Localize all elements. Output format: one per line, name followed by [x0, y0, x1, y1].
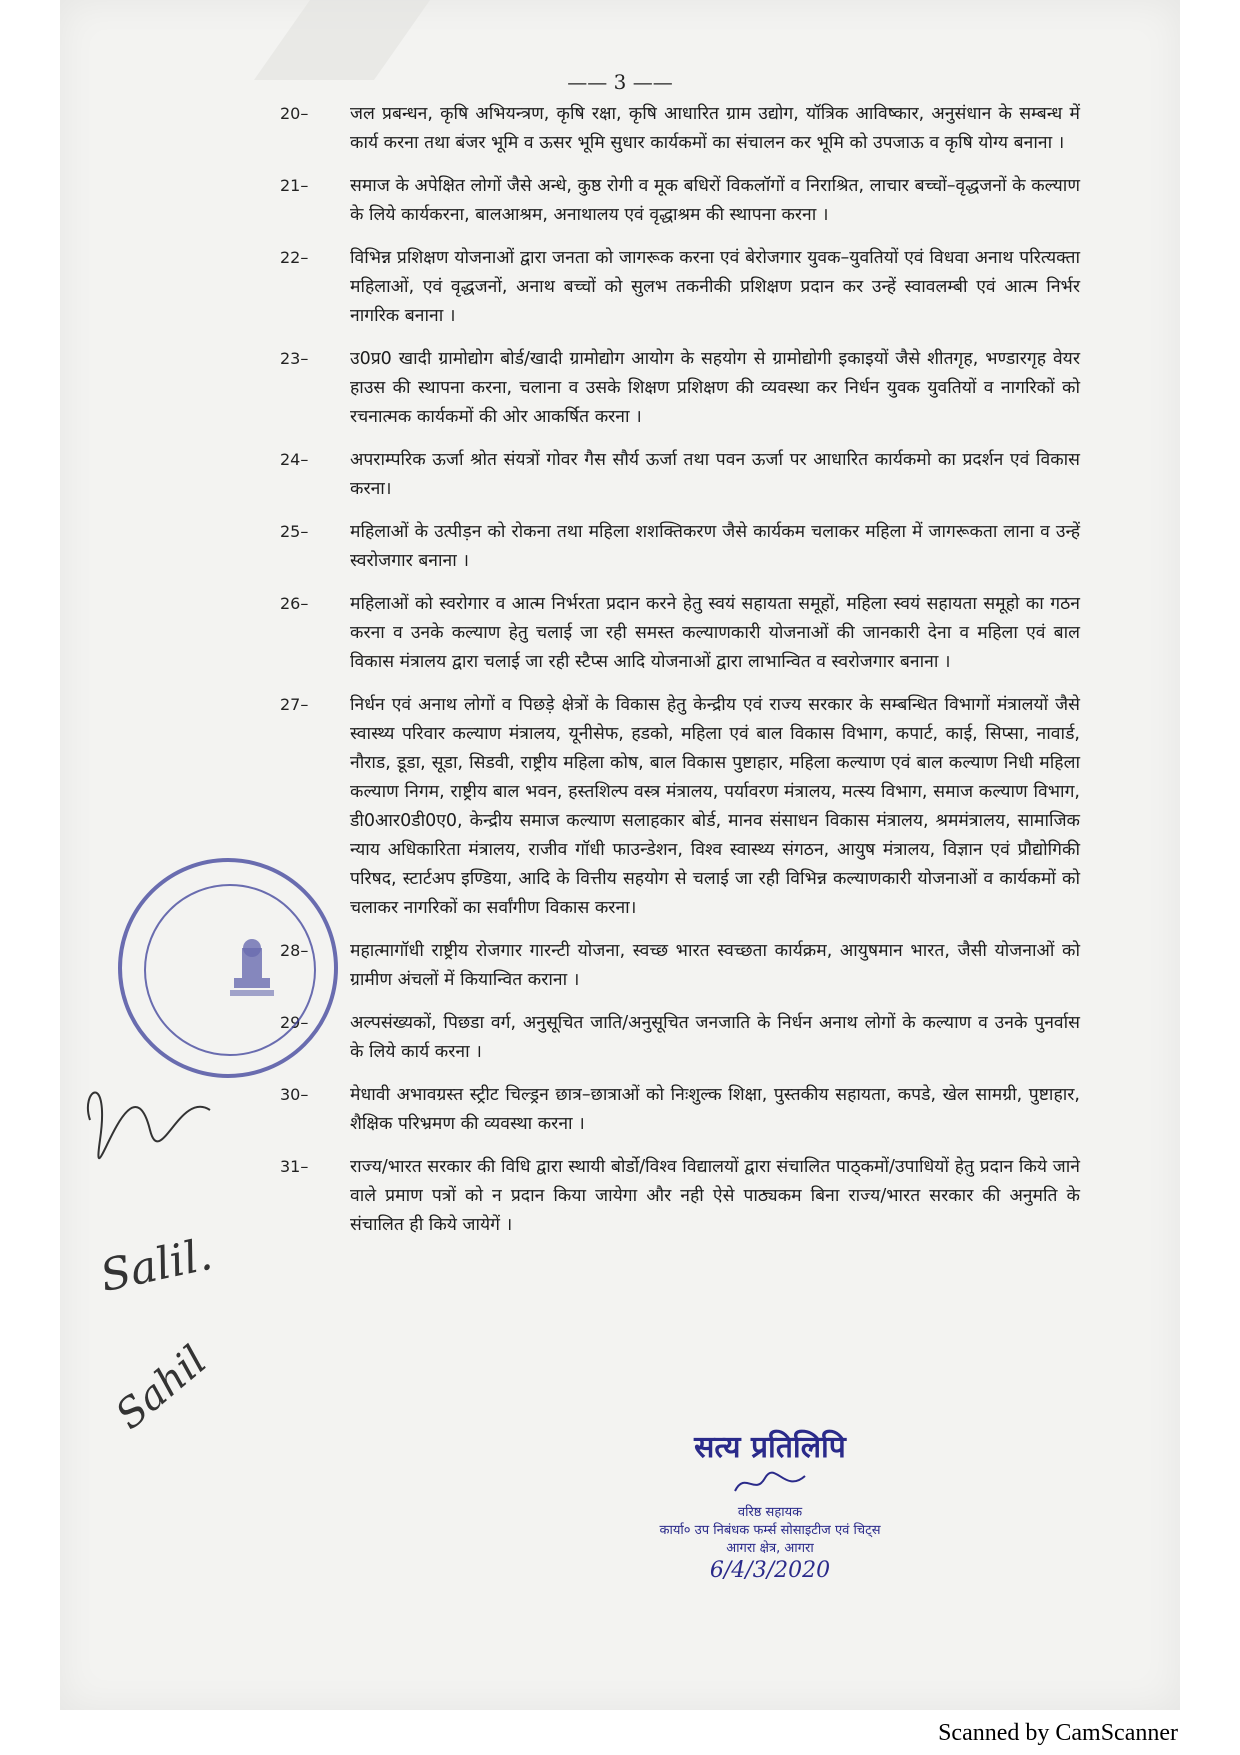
clause-number: 27– [280, 695, 309, 714]
clause-text: समाज के अपेक्षित लोगों जैसे अन्धे, कुष्ठ रोगी व मूक बधिरों विकलॉगों व निराश्रित, लाचार बच्चों–वृद्धजनों के कल्याण के लिये कार्यकरना, बालआश्रम, अनाथालय एवं वृद्धाश्रम की स्थापना करना । [350, 176, 1080, 225]
clause-number: 23– [280, 349, 309, 368]
clause-number: 20– [280, 104, 309, 123]
clause-text: निर्धन एवं अनाथ लोगों व पिछड़े क्षेत्रों के विकास हेतु केन्द्रीय एवं राज्य सरकार के सम्बन्धित विभागों मंत्रालयों जैसे स्वास्थ्य परिवार कल्याण मंत्रालय, यूनीसेफ, हडको, महिला एवं बाल विकास विभाग, कपार्ट, काई, सिप्सा, नावार्ड, नौराड, डूडा, सूडा, सिडवी, राष्ट्रीय महिला कोष, बाल विकास पुष्टाहार, महिला कल्याण एवं बाल कल्याण निधी महिला कल्याण निगम, राष्ट्रीय बाल भवन, हस्तशिल्प वस्त्र मंत्रालय, पर्यावरण मंत्रालय, मत्स्य विभाग, समाज कल्याण विभाग, डी0आर0डी0ए0, केन्द्रीय समाज कल्याण सलाहकार बोर्ड, मानव संसाधन विकास मंत्रालय, श्रममंत्रालय, सामाजिक न्याय अधिकारिता मंत्रालय, राजीव गॉधी फाउन्डेशन, विश्व स्वास्थ्य संगठन, आयुष मंत्रालय, विज्ञान एवं प्रौद्योगिकी परिषद, स्टार्टअप इण्डिया, आदि के वित्तीय सहयोग से चलाई जा रही विभिन्न कल्याणकारी योजनाओं व कार्यकमों को चलाकर नागरिकों का सर्वांगीण विकास करना। [350, 695, 1080, 918]
attestation-block [580, 1425, 960, 1583]
clause-item [280, 1153, 1080, 1240]
clause-item [280, 446, 1080, 504]
clause-item [280, 691, 1080, 923]
clause-text: जल प्रबन्धन, कृषि अभियन्त्रण, कृषि रक्षा, कृषि आधारित ग्राम उद्योग, यॉत्रिक आविष्कार, अनुसंधान के सम्बन्ध में कार्य करना तथा बंजर भूमि व ऊसर भूमि सुधार कार्यकमों का संचालन कर भूमि को उपजाऊ व कृषि योग्य बनाना । [350, 104, 1080, 153]
national-emblem-icon [212, 938, 292, 1008]
clause-number: 24– [280, 450, 309, 469]
signature-scribble [70, 1030, 220, 1170]
clause-text: महात्मागॉधी राष्ट्रीय रोजगार गारन्टी योजना, स्वच्छ भारत स्वच्छता कार्यक्रम, आयुषमान भारत, जैसी योजनाओं को ग्रामीण अंचलों में कियान्वित कराना । [350, 941, 1080, 990]
clause-text: उ0प्र0 खादी ग्रामोद्योग बोर्ड/खादी ग्रामोद्योग आयोग के सहयोग से ग्रामोद्योगी इकाइयों जैसे शीतगृह, भण्डारगृह वेयर हाउस की स्थापना करना, चलाना व उसके शिक्षण प्रशिक्षण की व्यवस्था कर निर्धन युवक युवतियों व नागरिकों को रचनात्मक कार्यकमों की ओर आकर्षित करना । [350, 349, 1080, 427]
clause-item [280, 172, 1080, 230]
clause-text: अल्पसंख्यकों, पिछडा वर्ग, अनुसूचित जाति/अनुसूचित जनजाति के निर्धन अनाथ लोगों के कल्याण व उनके पुनर्वास के लिये कार्य करना । [350, 1013, 1080, 1062]
clause-item [280, 518, 1080, 576]
clause-number: 29– [280, 1013, 309, 1032]
clause-number: 28– [280, 941, 309, 960]
page-number: —— 3 —— [567, 70, 673, 94]
clause-text: महिलाओं को स्वरोगार व आत्म निर्भरता प्रदान करने हेतु स्वयं सहायता समूहों, महिला स्वयं सहायता समूहो का गठन करना व उनके कल्याण हेतु चलाई जा रही समस्त कल्याणकारी योजनाओं की जानकारी देना व महिला एवं बाल विकास मंत्रालय द्वारा चलाई जा रही स्टैप्स आदि योजनाओं द्वारा लाभान्वित व स्वरोजगार बनाना । [350, 594, 1080, 672]
clause-text: मेधावी अभावग्रस्त स्ट्रीट चिल्ड्रन छात्र–छात्राओं को निःशुल्क शिक्षा, पुस्तकीय सहायता, कपडे, खेल सामग्री, पुष्टाहार, शैक्षिक परिभ्रमण की व्यवस्था करना । [350, 1085, 1080, 1134]
clause-number: 26– [280, 594, 309, 613]
clause-item [280, 1081, 1080, 1139]
scanner-watermark: Scanned by CamScanner [938, 1720, 1178, 1746]
clause-number: 21– [280, 176, 309, 195]
clause-number: 31– [280, 1157, 309, 1176]
clause-item [280, 244, 1080, 331]
signature: Sahil [107, 1337, 216, 1439]
clause-list [280, 100, 1080, 1254]
clause-text: महिलाओं के उत्पीड़न को रोकना तथा महिला शशक्तिकरण जैसे कार्यकम चलाकर महिला में जागरूकता लाना व उन्हें स्वरोजगार बनाना । [350, 522, 1080, 571]
clause-text: अपराम्परिक ऊर्जा श्रोत संयत्रों गोवर गैस सौर्य ऊर्जा तथा पवन ऊर्जा पर आधारित कार्यकमो का प्रदर्शन एवं विकास करना। [350, 450, 1080, 499]
clause-item [280, 1009, 1080, 1067]
clause-item [280, 937, 1080, 995]
clause-item [280, 345, 1080, 432]
attestation-date: 6/4/3/2020 [709, 1558, 831, 1583]
clause-item [280, 100, 1080, 158]
attestation-region: आगरा क्षेत्र, आगरा [726, 1541, 814, 1556]
clause-number: 30– [280, 1085, 309, 1104]
clause-number: 25– [280, 522, 309, 541]
attestation-signature [730, 1466, 810, 1500]
clause-text: विभिन्न प्रशिक्षण योजनाओं द्वारा जनता को जागरूक करना एवं बेरोजगार युवक–युवतियों एवं विधवा अनाथ परित्यक्ता महिलाओं, एवं वृद्धजनों, अनाथ बच्चों को सुलभ तकनीकी प्रशिक्षण प्रदान कर उन्हें स्वावलम्बी एवं आत्म निर्भर नागरिक बनाना । [350, 248, 1080, 326]
clause-item [280, 590, 1080, 677]
attestation-title: सत्य प्रतिलिपि [694, 1430, 846, 1465]
attestation-office: कार्या० उप निबंधक फर्म्स सोसाइटीज एवं चिट्स [659, 1523, 881, 1538]
attestation-designation: वरिष्ठ सहायक [737, 1505, 803, 1520]
clause-text: राज्य/भारत सरकार की विधि द्वारा स्थायी बोर्डो/विश्व विद्यालयों द्वारा संचालित पाठ्कमों/उपाधियों हेतु प्रदान किये जाने वाले प्रमाण पत्रों को न प्रदान किया जायेगा और नही ऐसे पाठ्यकम बिना राज्य/भारत सरकार की अनुमति के संचालित ही किये जायेगें । [350, 1157, 1080, 1235]
clause-number: 22– [280, 248, 309, 267]
signature: Salil. [95, 1228, 217, 1303]
page-fold [254, 0, 430, 80]
